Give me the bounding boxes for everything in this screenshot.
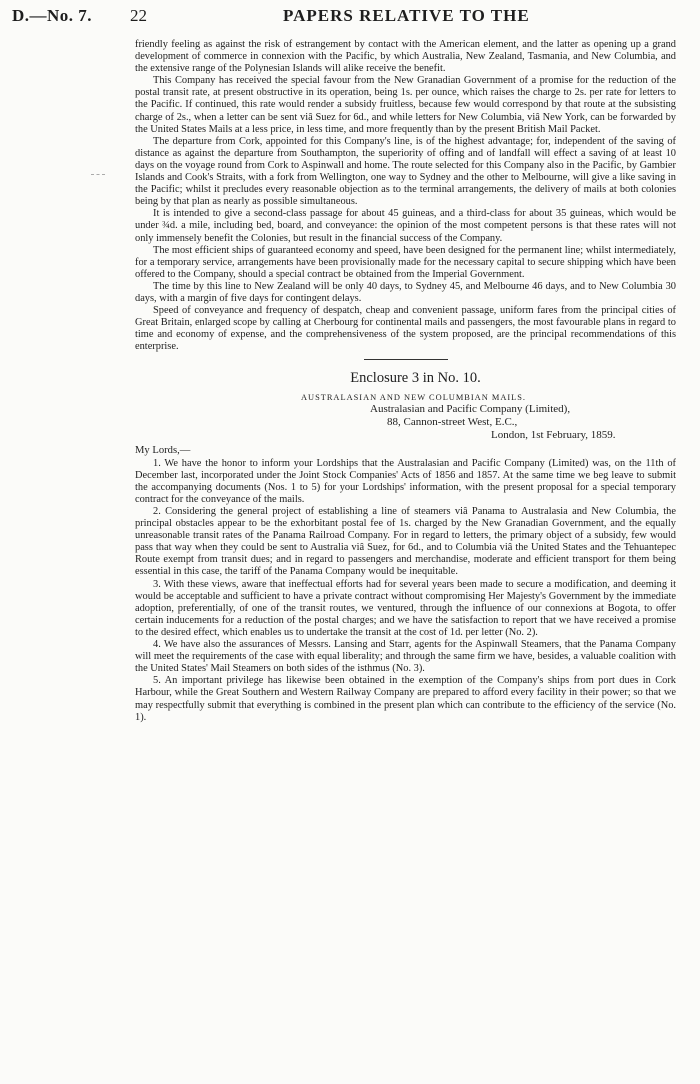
section-divider [364, 359, 448, 360]
paragraph: It is intended to give a second-class passage for about 45 guineas, and a third-class for about 35 guineas, which would be under ¾d. a mile, including bed, board, and conveyance: the opinion of the most competent persons is that these rates will not only immensely benefit the Colonies, but result in the financial success of the Company. [135, 208, 676, 244]
paragraph: Speed of conveyance and frequency of despatch, cheap and convenient passage, uniform fares from the principal cities of Great Britain, enlarged scope by calling at Cherbourg for continental mails and passengers, the most favourable plans in regard to time and economy of expense, and the comprehensiveness of the system proposed, are the principal recommendations of this enterprise. [135, 305, 676, 353]
page-body [135, 39, 676, 724]
paragraph: The most efficient ships of guaranteed economy and speed, have been designed for the permanent line; whilst intermediately, for a temporary service, arrangements have been provisionally made for the necessary capital to secure shipping which have been offered to the Company, should a special contract be obtained from the Imperial Government. [135, 244, 676, 280]
letter-paragraph: 2. Considering the general project of establishing a line of steamers viâ Panama to Australasia and New Columbia, the principal obstacles appear to be the exhorbitant postal fee of 1s. charged by the New Granadian Government, and the equally unreasonable transit rates of the Panama Railroad Company. For in regard to letters, the primary object of a subsidy, few would pass that way when they could be sent to Australia viâ Suez, for 6d., and to Columbia viâ the United States and the Tehuantepec Route exempt from transit dues; and in regard to passengers and merchandise, moderate and efficient transport for them being essential in this case, the tariff of the Panama Company would be inequitable. [135, 506, 676, 578]
paragraph: This Company has received the special favour from the New Granadian Government of a promise for the reduction of the postal transit rate, at present obstructive in its operation, being 1s. per ounce, which raises the charge to 2s. per rate for letters to the Pacific. If continued, this rate would render a subsidy fruitless, because few would correspond by that route at the subsisting charge of 2s., when a letter can be sent viâ Suez for 6d., and while letters for New Columbia, viâ New York, can be forwarded by the United States Mails at a less price, in less time, and more frequently than by the present British Mail Packet. [135, 75, 676, 135]
address-line: Australasian and Pacific Company (Limited), [370, 403, 571, 416]
letter-date: London, 1st February, 1859. [491, 429, 616, 442]
salutation: My Lords,— [135, 445, 191, 457]
enclosure-title: Enclosure 3 in No. 10. [350, 370, 481, 387]
enclosure-subtitle: AUSTRALASIAN AND NEW COLUMBIAN MAILS. [300, 393, 527, 403]
letter-paragraph: 3. With these views, aware that ineffectual efforts had for several years been made to secure a modification, and deeming it would be acceptable and sufficient to have a private contract without compromising Her Majesty's Government by the immediate adoption, preferentially, of one of the transit routes, we ventured, through the influence of our connexions at Bogota, to offer certain inducements for a reduction of the postal charges; and we have the satisfaction to report that we have received a promise to the desired effect, which enables us to undertake the transit at the cost of 1d. per letter (No. 2). [135, 578, 676, 638]
letter-paragraph: 4. We have also the assurances of Messrs. Lansing and Starr, agents for the Aspinwall Steamers, that the Panama Company will meet the requirements of the case with equal liberality; and through the same firm we have, besides, a valuable coalition with the United States' Mail Steamers on both sides of the isthmus (No. 3). [135, 639, 676, 675]
letter-paragraph: 5. An important privilege has likewise been obtained in the exemption of the Company's ships from port dues in Cork Harbour, while the Great Southern and Western Railway Company are prepared to afford every facility in their power; so that we may respectfully submit that everything is combined in the present plan which can contribute to the efficiency of the service (No. 1). [135, 675, 676, 723]
page-header [0, 4, 700, 26]
letter-paragraph: 1. We have the honor to inform your Lordships that the Australasian and Pacific Company (Limited) was, on the 11th of December last, incorporated under the Joint Stock Companies' Acts of 1856 and 1857. At the same time we beg leave to submit the accompanying documents (Nos. 1 to 5) for your Lordships' information, with the present proposal for a special temporary contract for the conveyance of the mails. [135, 457, 676, 505]
paragraph: The time by this line to New Zealand will be only 40 days, to Sydney 45, and Melbourne 46 days, and to New Columbia 30 days, with a margin of five days for contingent delays. [135, 280, 676, 304]
sender-address [370, 403, 676, 442]
document-reference: D.—No. 7. [12, 6, 93, 25]
paragraph: friendly feeling as against the risk of estrangement by contact with the American element, and the latter as opening up a grand development of commerce in connexion with the Pacific, by which Australia, New Zealand, Tasmania, and New Columbia, and the extensive range of the Polynesian Islands will alike receive the benefit. [135, 39, 676, 75]
address-line: 88, Cannon-street West, E.C., [387, 416, 518, 429]
paragraph: The departure from Cork, appointed for this Company's line, is of the highest advantage; for, independent of the saving of distance as against the departure from Southampton, the superiority of offing and of landfall will effect a saving of at least 10 days on the voyage round from Cork to Aspinwall and home. The route selected for this Company also in the Pacific, by Gambier Islands and Cook's Straits, with a fork from Wellington, one way to Sydney and the other to Melbourne, will give a like saving in the Pacific; whilst it precludes every reasonable objection as to the terminal arrangements, the delivery of mails at both colonies being by that plan as nearly as possible simultaneous. [135, 135, 676, 208]
running-title: PAPERS RELATIVE TO THE [283, 6, 530, 25]
page-number: 22 [130, 6, 147, 25]
margin-mark [91, 174, 105, 175]
